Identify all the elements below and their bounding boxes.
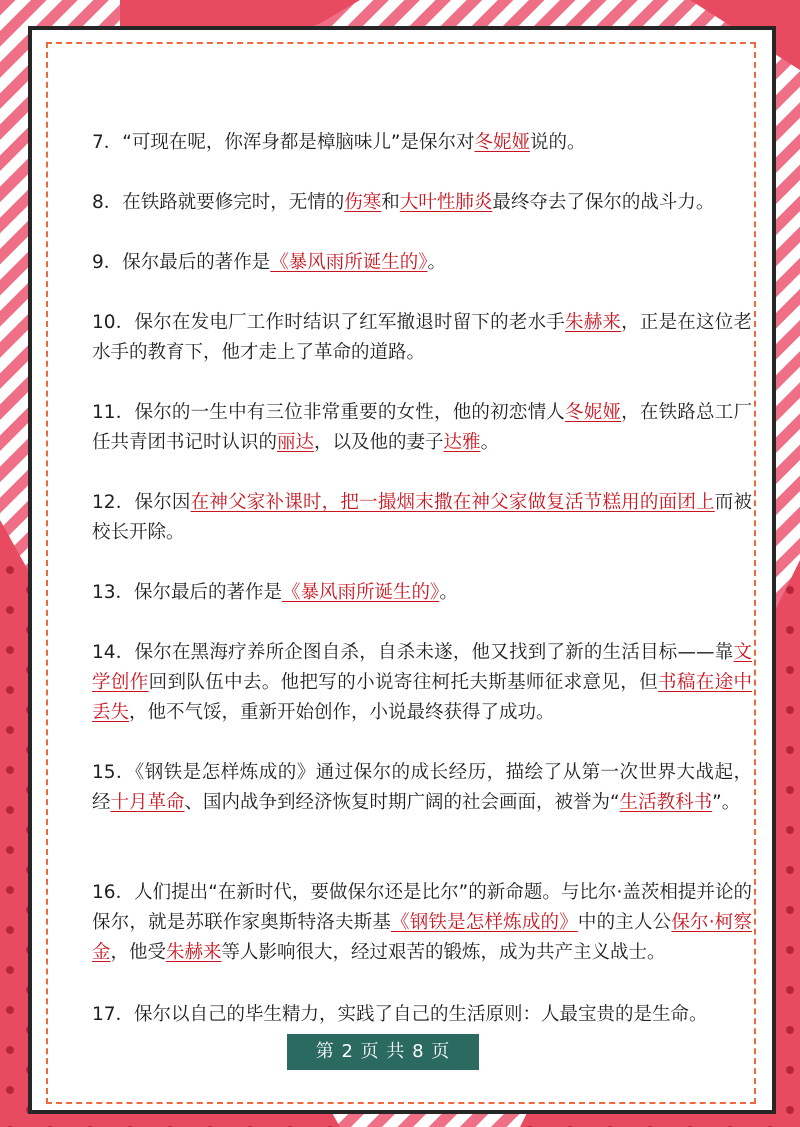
item-text: ”。 [712,792,741,813]
answer-highlight: 大叶性肺炎 [399,192,493,213]
item-text: 最终夺去了保尔的战斗力。 [492,192,715,213]
question-item [92,758,752,818]
answer-highlight: 书稿在途中丢失 [92,672,752,723]
question-item [92,398,752,458]
question-item [92,248,752,278]
item-text: 16．人们提出“在新时代，要做保尔还是比尔”的新命题。与比尔·盖茨相提并论的保尔，就是苏联作家奥斯特洛夫斯基 [92,882,752,933]
item-text: 12．保尔因 [92,492,191,513]
item-text: 。 [480,432,500,453]
answer-highlight: 伤寒 [344,192,382,213]
item-text: 7．“可现在呢，你浑身都是樟脑味儿”是保尔对 [92,132,475,153]
answer-highlight: 《暴风雨所诞生的》 [282,582,440,603]
item-text: ，正是在这位老水手的教育下，他才走上了革命的道路。 [92,312,752,363]
answer-highlight: 在神父家补课时，把一撮烟末撒在神父家做复活节糕用的面团上 [190,492,715,513]
item-text: ，在铁路总工厂任共青团书记时认识的 [92,402,752,453]
question-item [92,188,752,218]
answer-highlight: 《暴风雨所诞生的》 [270,252,428,273]
item-text: 10．保尔在发电厂工作时结识了红军撤退时留下的老水手 [92,312,565,333]
answer-highlight: 朱赫来 [565,312,622,333]
question-item [92,488,752,548]
answer-highlight: 文学创作 [92,642,752,693]
answer-highlight: 达雅 [443,432,481,453]
item-text: 。 [439,582,458,603]
item-text: 而被校长开除。 [92,492,752,543]
item-text: 17．保尔以自己的毕生精力，实践了自己的生活原则：人最宝贵的是生命。 [92,1004,708,1025]
item-text: ，他不气馁，重新开始创作，小说最终获得了成功。 [129,702,555,723]
item-text: ，他受 [110,942,167,963]
item-text: 9．保尔最后的著作是 [92,252,271,273]
item-text: 和 [381,192,400,213]
item-text: 11．保尔的一生中有三位非常重要的女性，他的初恋情人 [92,402,565,423]
answer-highlight: 朱赫来 [166,942,222,963]
item-text: 8．在铁路就要修完时，无情的 [92,192,345,213]
item-text: ，以及他的妻子 [314,432,444,453]
item-text: 、国内战争到经济恢复时期广阔的社会画面，被誉为“ [184,792,620,813]
question-item [92,128,752,158]
question-item [92,638,752,728]
answer-highlight: 冬妮娅 [565,402,622,423]
item-text: 中的主人公 [577,912,672,933]
question-item [92,578,752,608]
item-text: 等人影响很大，经过艰苦的锻炼，成为共产主义战士。 [221,942,666,963]
question-item [92,1000,752,1030]
item-text: 说的。 [529,132,586,153]
answer-highlight: 冬妮娅 [474,132,530,153]
item-text: 15．《钢铁是怎样炼成的》通过保尔的成长经历，描绘了从第一次世界大战起，经 [92,762,752,813]
item-text: 回到队伍中去。他把写的小说寄往柯托夫斯基师征求意见，但 [148,672,659,693]
item-text: 13．保尔最后的著作是 [92,582,283,603]
answer-highlight: 保尔·柯察金 [92,912,752,963]
page-indicator: 第 2 页 共 8 页 [287,1034,479,1070]
answer-highlight: 《钢铁是怎样炼成的》 [391,912,578,933]
item-text: 14．保尔在黑海疗养所企图自杀，自杀未遂，他又找到了新的生活目标——靠 [92,642,734,663]
item-text: 。 [427,252,447,273]
answer-highlight: 生活教科书 [619,792,713,813]
answer-highlight: 十月革命 [110,792,185,813]
question-item [92,878,752,968]
answer-highlight: 丽达 [277,432,315,453]
question-item [92,308,752,368]
